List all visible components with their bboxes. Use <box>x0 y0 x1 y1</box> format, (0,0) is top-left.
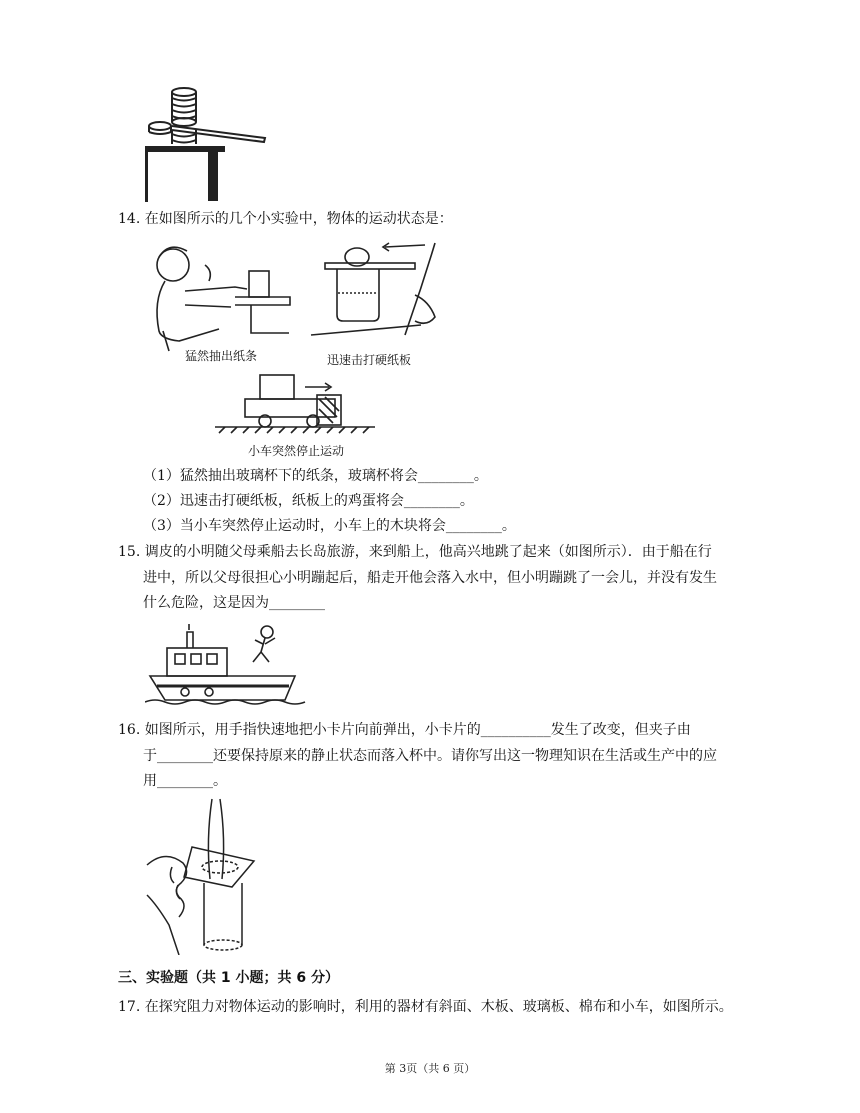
question-15-line-3: 什么危险，这是因为________ <box>143 595 325 611</box>
question-15-line-1: 15. 调皮的小明随父母乘船去长岛旅游，来到船上，他高兴地跳了起来（如图所示）．由于船在行 <box>118 544 712 560</box>
coin-stack-figure <box>140 82 275 202</box>
boat-figure <box>145 620 315 710</box>
question-14-item-3: （3）当小车突然停止运动时，小车上的木块将会________。 <box>143 518 516 534</box>
question-15-line-2: 进中，所以父母很担心小明蹦起后，船走开他会落入水中，但小明蹦跳了一会儿，并没有发生 <box>143 570 717 586</box>
question-16-line-2: 于________还要保持原来的静止状态而落入杯中。请你写出这一物理知识在生活或生产中的应 <box>143 748 717 764</box>
question-14-item-1: （1）猛然抽出玻璃杯下的纸条，玻璃杯将会________。 <box>143 468 488 484</box>
question-16-line-3: 用________。 <box>143 773 227 789</box>
card-clip-cup-figure <box>142 795 262 955</box>
page-footer: 第 3页（共 6 页） <box>384 1062 476 1075</box>
question-14-item-2: （2）迅速击打硬纸板，纸板上的鸡蛋将会________。 <box>143 493 474 509</box>
caption-pull-paper-strip: 猛然抽出纸条 <box>185 349 258 363</box>
question-16-line-1: 16. 如图所示，用手指快速地把小卡片向前弹出，小卡片的__________发生了改变，但夹子由 <box>118 722 691 738</box>
question-17-line: 17. 在探究阻力对物体运动的影响时，利用的器材有斜面、木板、玻璃板、棉布和小车，如图所示。 <box>118 999 733 1015</box>
caption-strike-cardboard: 迅速击打硬纸板 <box>327 353 412 367</box>
question-14-figure <box>145 235 445 460</box>
caption-cart-stops: 小车突然停止运动 <box>248 444 345 458</box>
question-14-stem: 14. 在如图所示的几个小实验中，物体的运动状态是： <box>118 211 453 227</box>
section-3-heading: 三、实验题（共 1 小题；共 6 分） <box>118 970 339 986</box>
